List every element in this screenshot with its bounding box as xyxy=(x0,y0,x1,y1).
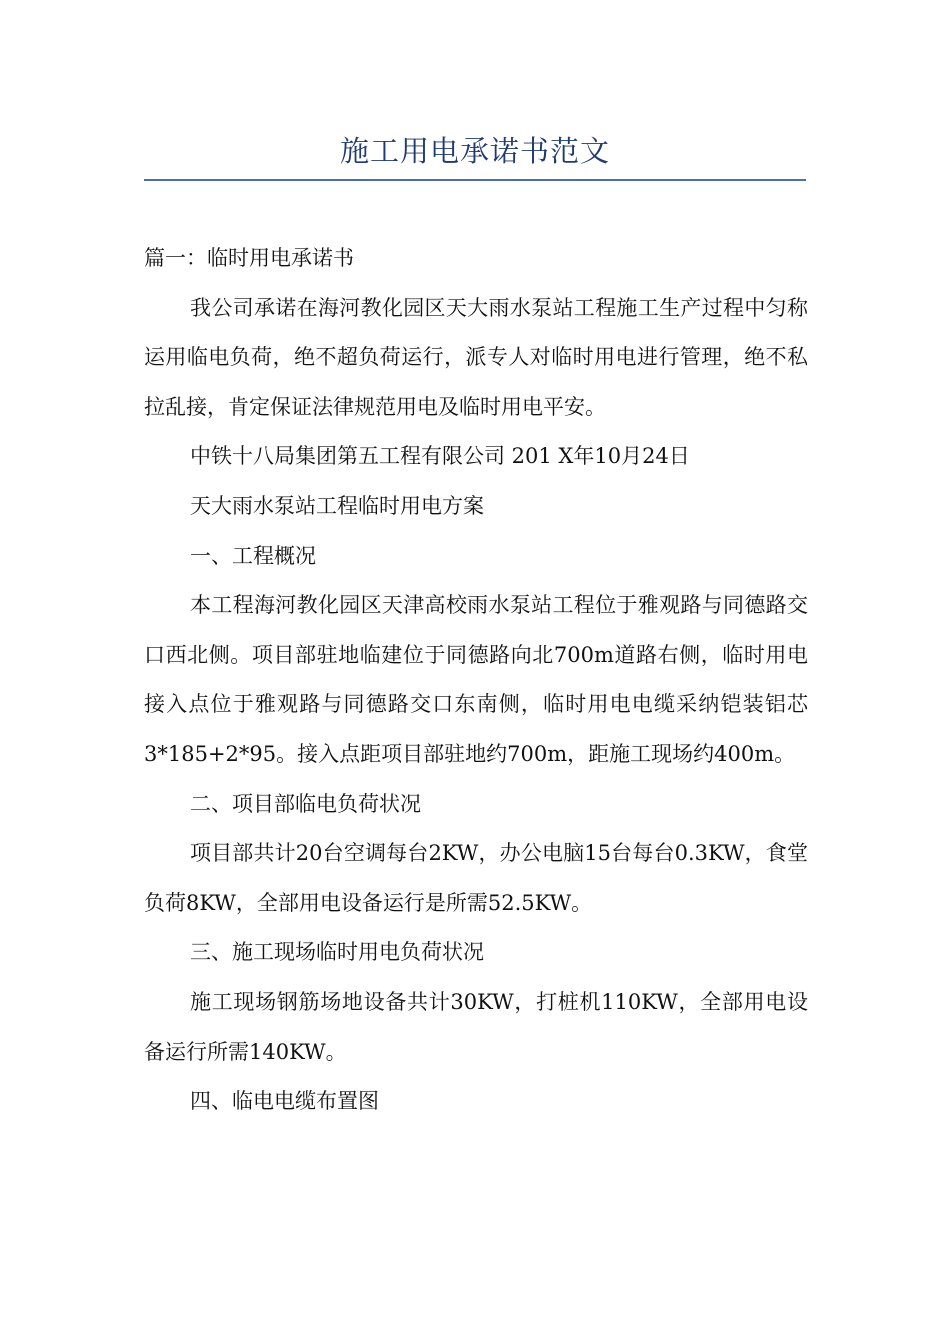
document-body xyxy=(144,234,808,1127)
section-heading-site-load: 三、施工现场临时用电负荷状况 xyxy=(190,940,484,965)
section-heading-cable-layout: 四、临电电缆布置图 xyxy=(190,1089,379,1114)
paragraph-plan-title: 天大雨水泵站工程临时用电方案 xyxy=(190,493,484,518)
paragraph-overview: 本工程海河教化园区天津高校雨水泵站工程位于雅观路与同德路交口西北侧。项目部驻地临建位于同德路向北700m道路右侧，临时用电接入点位于雅观路与同德路交口东南侧，临时用电电缆采纳铠装铝芯3*185+2*95。接入点距项目部驻地约700m，距施工现场约400m。 xyxy=(144,593,808,766)
document-title: 施工用电承诺书范文 xyxy=(339,134,610,168)
section-heading-project-load: 二、项目部临电负荷状况 xyxy=(190,791,421,816)
paragraph-signature-date: 中铁十八局集团第五工程有限公司 201 X年10月24日 xyxy=(190,444,690,469)
paragraph-heading-part1: 篇一：临时用电承诺书 xyxy=(144,246,354,270)
title-divider xyxy=(144,179,806,181)
paragraph-commitment: 我公司承诺在海河教化园区天大雨水泵站工程施工生产过程中匀称运用临电负荷，绝不超负荷运行，派专人对临时用电进行管理，绝不私拉乱接，肯定保证法律规范用电及临时用电平安。 xyxy=(144,295,808,419)
paragraph-project-load: 项目部共计20台空调每台2KW，办公电脑15台每台0.3KW，食堂负荷8KW，全部用电设备运行是所需52.5KW。 xyxy=(144,841,808,915)
paragraph-site-load: 施工现场钢筋场地设备共计30KW，打桩机110KW，全部用电设备运行所需140KW。 xyxy=(144,989,808,1064)
section-heading-overview: 一、工程概况 xyxy=(190,543,316,568)
